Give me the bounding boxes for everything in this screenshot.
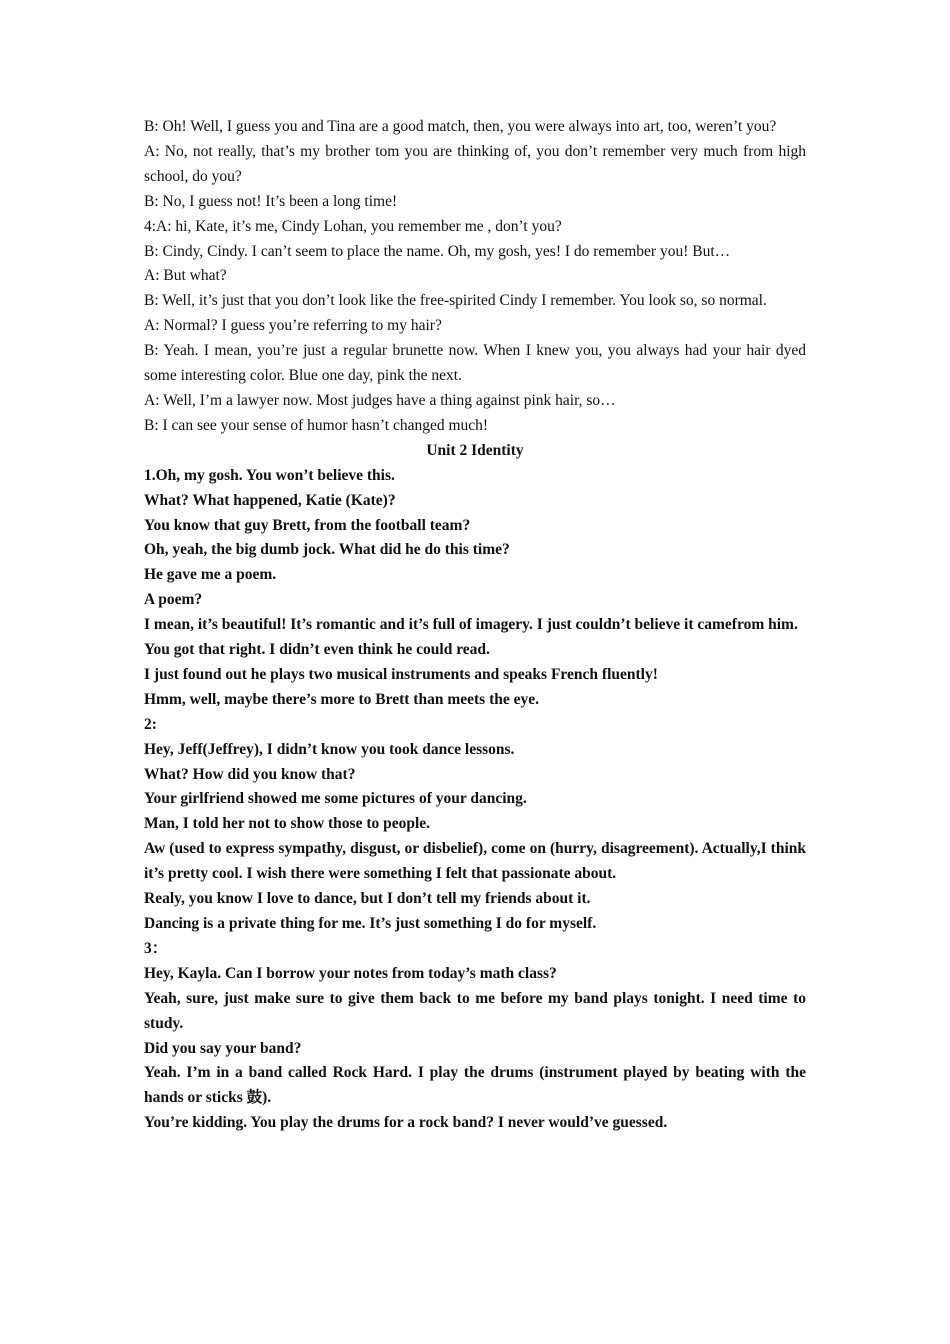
- dialogue-line: Did you say your band?: [144, 1039, 302, 1057]
- dialogue-line: Hey, Kayla. Can I borrow your notes from today’s math class?: [144, 964, 557, 982]
- dialogue-line: What? What happened, Katie (Kate)?: [144, 491, 396, 509]
- dialogue-line: Dancing is a private thing for me. It’s just something I do for myself.: [144, 915, 597, 932]
- dialogue-line: You got that right. I didn’t even think he could read.: [144, 641, 490, 659]
- dialogue-line: Man, I told her not to show those to people.: [144, 815, 431, 833]
- dialogue-line: A: No, not really, that’s my brother tom you are thinking of, you don’t remember very much from high school, do you?: [144, 142, 806, 185]
- dialogue-line: A: Well, I’m a lawyer now. Most judges have a thing against pink hair, so…: [144, 391, 616, 409]
- dialogue-line: 1.Oh, my gosh. You won’t believe this.: [144, 466, 395, 484]
- dialogue-line: What? How did you know that?: [144, 765, 356, 783]
- dialogue-line: 2:: [144, 715, 157, 733]
- dialogue-line: He gave me a poem.: [144, 566, 277, 584]
- dialogue-section-regular: [144, 115, 806, 439]
- dialogue-line: A: But what?: [144, 267, 227, 285]
- dialogue-line: B: Yeah. I mean, you’re just a regular brunette now. When I knew you, you always had your hair dyed some interesting color. Blue one day, pink the next.: [144, 342, 806, 385]
- dialogue-section-bold: [144, 464, 806, 1136]
- dialogue-line: B: I can see your sense of humor hasn’t changed much!: [144, 416, 489, 434]
- dialogue-line: Realy, you know I love to dance, but I don’t tell my friends about it.: [144, 890, 591, 908]
- dialogue-line: Hmm, well, maybe there’s more to Brett than meets the eye.: [144, 690, 539, 708]
- dialogue-line: B: Cindy, Cindy. I can’t seem to place the name. Oh, my gosh, yes! I do remember you! But…: [144, 242, 731, 260]
- dialogue-line: Oh, yeah, the big dumb jock. What did he do this time?: [144, 541, 510, 559]
- dialogue-line: Your girlfriend showed me some pictures of your dancing.: [144, 790, 527, 808]
- dialogue-line: I just found out he plays two musical instruments and speaks French fluently!: [144, 665, 658, 683]
- dialogue-line: B: No, I guess not! It’s been a long time!: [144, 192, 398, 210]
- dialogue-line: You’re kidding. You play the drums for a rock band? I never would’ve guessed.: [144, 1114, 668, 1132]
- dialogue-line: Aw (used to express sympathy, disgust, or disbelief), come on (hurry, disagreement). Actually,I think it’s pretty cool. I wish there were something I felt that passionate about.: [144, 840, 806, 883]
- dialogue-line: B: Well, it’s just that you don’t look like the free-spirited Cindy I remember. You look so, so normal.: [144, 292, 767, 310]
- dialogue-line: A poem?: [144, 591, 203, 609]
- dialogue-line: You know that guy Brett, from the football team?: [144, 516, 471, 534]
- dialogue-line: Hey, Jeff(Jeffrey), I didn’t know you took dance lessons.: [144, 740, 515, 758]
- dialogue-line: Yeah. I’m in a band called Rock Hard. I play the drums (instrument played by beating with the hands or sticks 鼓).: [144, 1064, 806, 1107]
- document-page: [144, 115, 806, 1136]
- dialogue-line: B: Oh! Well, I guess you and Tina are a good match, then, you were always into art, too, weren’t you?: [144, 118, 777, 135]
- dialogue-line: 3：: [144, 939, 168, 957]
- dialogue-line: Yeah, sure, just make sure to give them back to me before my band plays tonight. I need time to study.: [144, 989, 806, 1032]
- unit-heading: Unit 2 Identity: [426, 441, 524, 459]
- dialogue-line: 4:A: hi, Kate, it’s me, Cindy Lohan, you remember me , don’t you?: [144, 217, 562, 235]
- dialogue-line: I mean, it’s beautiful! It’s romantic and it’s full of imagery. I just couldn’t believe it camefrom him.: [144, 616, 798, 634]
- dialogue-line: A: Normal? I guess you’re referring to my hair?: [144, 317, 442, 335]
